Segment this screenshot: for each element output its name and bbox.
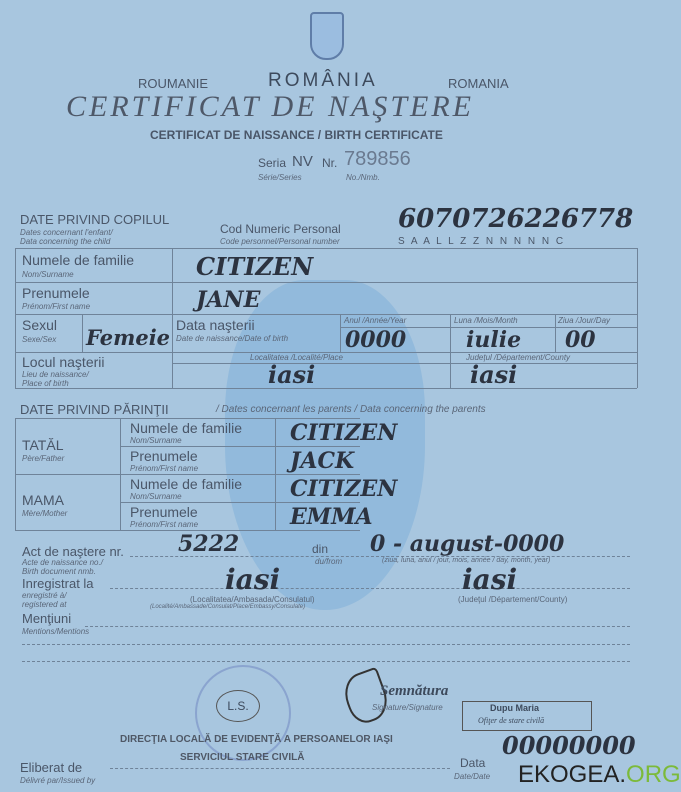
signature-sub: Signature/Signature bbox=[372, 703, 443, 712]
birth-locality: iasi bbox=[268, 360, 316, 389]
birth-county: iasi bbox=[470, 360, 518, 389]
father-surname-value: CITIZEN bbox=[290, 420, 398, 446]
watermark-suffix: ORG bbox=[626, 761, 681, 788]
county-label: Judeţul /Département/County bbox=[466, 353, 571, 362]
father-first-value: JACK bbox=[290, 448, 355, 474]
document-subtitle: CERTIFICAT DE NAISSANCE / BIRTH CERTIFICATE bbox=[150, 128, 443, 142]
father-sub: Père/Father bbox=[22, 454, 65, 463]
mentions-label: Menţiuni bbox=[22, 611, 72, 626]
father-surname-label: Numele de familie bbox=[130, 420, 243, 436]
issued-by-sub: Délivré par/Issued by bbox=[20, 776, 96, 785]
sex-label: Sexul bbox=[22, 317, 58, 333]
father-first-label: Prenumele bbox=[130, 448, 198, 464]
child-surname-sub: Nom/Surname bbox=[22, 270, 74, 279]
child-section-title: DATE PRIVIND COPILUL bbox=[20, 212, 170, 227]
father-surname-sub: Nom/Surname bbox=[130, 436, 182, 445]
ls-mark: L.S. bbox=[216, 690, 260, 722]
nr-label: Nr. bbox=[322, 156, 338, 170]
issued-by-label: Eliberat de bbox=[20, 760, 83, 775]
sex-value: Femeie bbox=[86, 325, 171, 350]
father-first-sub: Prénom/First name bbox=[130, 464, 199, 473]
dob-sub: Date de naissance/Date of birth bbox=[176, 334, 289, 343]
cnp-value: 6070726226778 bbox=[398, 204, 634, 234]
mother-surname-label: Numele de familie bbox=[130, 476, 243, 492]
din-sub: du/from bbox=[315, 557, 343, 566]
watermark-text: EKOGEA. bbox=[518, 761, 627, 788]
sex-sub: Sexe/Sex bbox=[22, 335, 57, 344]
registered-county-sub: (Judeţul /Département/County) bbox=[458, 595, 568, 604]
parents-section-title: DATE PRIVIND PĂRINŢII bbox=[20, 402, 169, 417]
serial-number: 789856 bbox=[344, 148, 411, 170]
registered-county: iasi bbox=[462, 563, 518, 596]
place-label: Locul naşterii bbox=[22, 354, 105, 370]
nr-sub: No./Nmb. bbox=[346, 173, 380, 182]
locality-label: Localitatea /Localité/Place bbox=[250, 353, 343, 362]
watermark-logo bbox=[518, 762, 681, 788]
mentions-sub: Mentions/Mentions bbox=[22, 627, 90, 636]
seria-sub: Série/Series bbox=[258, 173, 302, 182]
registered-label: Inregistrat la bbox=[22, 576, 94, 591]
act-sub1: Acte de naissance no./ bbox=[22, 558, 103, 567]
place-sub2: Place of birth bbox=[22, 379, 69, 388]
mother-sub: Mère/Mother bbox=[22, 509, 68, 518]
mother-label: MAMA bbox=[22, 492, 64, 508]
officer-title: Ofiţer de stare civilă bbox=[478, 716, 545, 725]
registered-sub2: registered at bbox=[22, 600, 67, 609]
registered-locality-sub: (Localitatea/Ambasada/Consulatul) bbox=[190, 595, 315, 604]
child-section-sub1: Dates concernant l'enfant/ bbox=[20, 228, 113, 237]
child-surname-label: Numele de familie bbox=[22, 252, 135, 268]
cnp-key: S A A L L Z Z N N N N N C bbox=[398, 236, 566, 247]
father-label: TATĂL bbox=[22, 437, 64, 453]
header-center: ROMÂNIA bbox=[268, 70, 378, 91]
mother-first-label: Prenumele bbox=[130, 504, 198, 520]
act-number: 5222 bbox=[178, 531, 240, 557]
act-sub2: Birth document nmb. bbox=[22, 567, 96, 576]
child-surname-value: CITIZEN bbox=[196, 252, 314, 281]
birth-month: iulie bbox=[466, 327, 522, 353]
authority-name: DIRECŢIA LOCALĂ DE EVIDENŢĂ A PERSOANELOR IAŞI bbox=[120, 734, 393, 745]
child-section-sub2: Data concerning the child bbox=[20, 237, 111, 246]
act-label: Act de naştere nr. bbox=[22, 544, 124, 559]
date-sub: Date/Date bbox=[454, 772, 491, 781]
coat-of-arms-icon bbox=[310, 12, 344, 60]
document-title: CERTIFICAT DE NAŞTERE bbox=[66, 90, 474, 123]
seria-label: Seria bbox=[258, 156, 287, 170]
mother-first-value: EMMA bbox=[290, 504, 373, 530]
registered-locality: iasi bbox=[225, 563, 281, 596]
day-label: Ziua /Jour/Day bbox=[558, 316, 611, 325]
header-right: ROMANIA bbox=[448, 76, 509, 91]
officer-name: Dupu Maria bbox=[490, 703, 540, 713]
birth-day: 00 bbox=[565, 327, 596, 353]
mother-surname-value: CITIZEN bbox=[290, 476, 398, 502]
birth-year: 0000 bbox=[345, 327, 407, 353]
place-sub1: Lieu de naissance/ bbox=[22, 370, 89, 379]
registered-locality-sub2: (Localité/Ambassade/Consulat/Place/Embassy/Consulate) bbox=[150, 604, 306, 610]
dob-label: Data naşterii bbox=[176, 317, 255, 333]
signature-label: Semnătura bbox=[380, 683, 449, 699]
parents-section-sub: / Dates concernant les parents / Data concerning the parents bbox=[216, 404, 486, 415]
child-first-sub: Prénom/First name bbox=[22, 302, 91, 311]
date-label: Data bbox=[460, 756, 486, 770]
mother-surname-sub: Nom/Surname bbox=[130, 492, 182, 501]
cnp-label: Cod Numeric Personal bbox=[220, 222, 341, 236]
seria-value: NV bbox=[292, 153, 313, 170]
header-left: ROUMANIE bbox=[138, 76, 209, 91]
din-label: din bbox=[312, 542, 329, 556]
authority-service: SERVICIUL STARE CIVILĂ bbox=[180, 752, 305, 763]
issue-date: 00000000 bbox=[502, 731, 636, 760]
act-date-sub: (ziua, luna, anul / jour, mois, année / day, month, year) bbox=[382, 557, 551, 564]
child-first-label: Prenumele bbox=[22, 285, 90, 301]
registered-sub1: enregistré à/ bbox=[22, 591, 67, 600]
act-date: 0 - august-0000 bbox=[370, 531, 565, 557]
child-first-value: JANE bbox=[196, 287, 261, 313]
mother-first-sub: Prénom/First name bbox=[130, 520, 199, 529]
cnp-sub: Code personnel/Personal number bbox=[220, 237, 340, 246]
month-label: Luna /Mois/Month bbox=[454, 316, 518, 325]
year-label: Anul /Année/Year bbox=[344, 316, 407, 325]
